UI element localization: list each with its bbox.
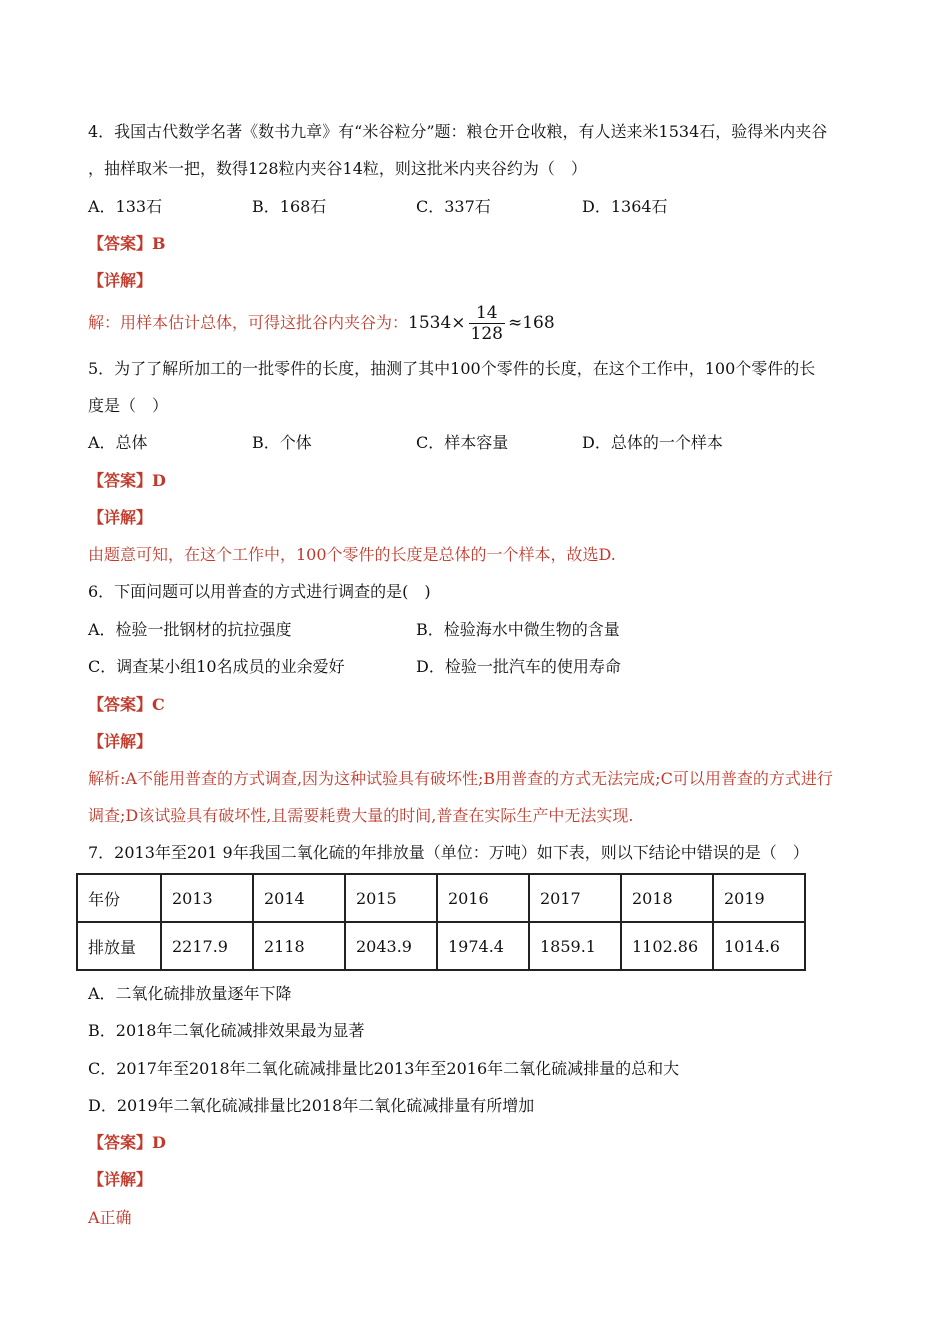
- q6-answer-value: C: [152, 695, 165, 714]
- q6-answer-label: 【答案】: [88, 695, 153, 714]
- q5-answer: [88, 471, 166, 491]
- q7-option-c: C．2017年至2018年二氧化硫减排量比2013年至2016年二氧化硫减排量的总和大: [88, 1059, 680, 1078]
- table-cell: 1859.1: [529, 922, 621, 970]
- q6-solution-line1: 解析:A不能用普查的方式调查,因为这种试验具有破坏性;B用普查的方式无法完成;C可以用普查的方式进行: [88, 769, 833, 788]
- q6-solution-line2: 调查;D该试验具有破坏性,且需要耗费大量的时间,普查在实际生产中无法实现.: [88, 806, 634, 825]
- table-cell: 2217.9: [161, 922, 253, 970]
- q4-fraction-denominator: 128: [470, 324, 503, 344]
- q4-option-a: A．133石: [88, 197, 163, 216]
- q7-option-d: D．2019年二氧化硫减排量比2018年二氧化硫减排量有所增加: [88, 1096, 535, 1115]
- q4-option-b: B．168石: [252, 197, 327, 216]
- emission-table: [76, 873, 806, 971]
- table-cell: 2017: [529, 874, 621, 922]
- q5-answer-label: 【答案】: [88, 471, 153, 490]
- q5-stem-line1: 5．为了了解所加工的一批零件的长度，抽测了其中100个零件的长度，在这个工作中，100个零件的长: [88, 359, 816, 378]
- q4-answer-label: 【答案】: [88, 234, 153, 253]
- q7-answer-label: 【答案】: [88, 1133, 153, 1152]
- q6-option-c: C．调查某小组10名成员的业余爱好: [88, 657, 345, 676]
- table-cell: 2018: [621, 874, 713, 922]
- q7-option-a: A．二氧化硫排放量逐年下降: [88, 984, 292, 1003]
- q4-formula: [408, 303, 555, 344]
- q4-answer-value: B: [152, 234, 166, 253]
- table-row: [77, 874, 805, 922]
- q5-option-a: A．总体: [88, 433, 148, 452]
- q7-answer-value: D: [152, 1133, 166, 1152]
- q4-detail-label: 【详解】: [88, 271, 153, 290]
- q6-option-a: A．检验一批钢材的抗拉强度: [88, 620, 292, 639]
- q5-option-c: C．样本容量: [416, 433, 509, 452]
- table-cell: 1974.4: [437, 922, 529, 970]
- table-cell: 1102.86: [621, 922, 713, 970]
- q4-option-d: D．1364石: [582, 197, 668, 216]
- table-cell: 2019: [713, 874, 805, 922]
- q4-solution-text: 解：用样本估计总体，可得这批谷内夹谷为：: [88, 313, 409, 332]
- q7-answer: [88, 1133, 166, 1153]
- q4-formula-right: ≈168: [507, 313, 555, 333]
- q4-stem-line1: 4．我国古代数学名著《数书九章》有“米谷粒分”题：粮仓开仓收粮，有人送来米1534石，验得米内夹谷: [88, 122, 828, 141]
- q4-solution: [88, 303, 555, 344]
- q7-option-b: B．2018年二氧化硫减排效果最为显著: [88, 1021, 365, 1040]
- q6-stem: 6．下面问题可以用普查的方式进行调查的是( ): [88, 582, 431, 601]
- table-cell: 年份: [77, 874, 161, 922]
- q4-fraction-numerator: 14: [469, 303, 505, 324]
- q5-stem-line2: 度是（ ）: [88, 396, 169, 415]
- q7-stem: 7．2013年至201 9年我国二氧化硫的年排放量（单位：万吨）如下表，则以下结论中错误的是（ ）: [88, 843, 809, 862]
- q4-formula-left: 1534×: [408, 313, 466, 333]
- q6-option-b: B．检验海水中微生物的含量: [416, 620, 620, 639]
- table-cell: 1014.6: [713, 922, 805, 970]
- q4-option-c: C．337石: [416, 197, 491, 216]
- q6-detail-label: 【详解】: [88, 732, 153, 751]
- table-cell: 2016: [437, 874, 529, 922]
- q5-solution: 由题意可知，在这个工作中，100个零件的长度是总体的一个样本，故选D.: [88, 545, 616, 564]
- table-cell: 2013: [161, 874, 253, 922]
- table-cell: 2118: [253, 922, 345, 970]
- q6-option-d: D．检验一批汽车的使用寿命: [416, 657, 621, 676]
- q4-answer: [88, 234, 166, 254]
- q7-detail-label: 【详解】: [88, 1170, 153, 1189]
- q5-option-b: B．个体: [252, 433, 312, 452]
- table-cell: 2043.9: [345, 922, 437, 970]
- q5-answer-value: D: [152, 471, 166, 490]
- q5-detail-label: 【详解】: [88, 508, 153, 527]
- table-row: [77, 922, 805, 970]
- q5-option-d: D．总体的一个样本: [582, 433, 723, 452]
- q4-stem-line2: ，抽样取米一把，数得128粒内夹谷14粒，则这批米内夹谷约为（ ）: [88, 159, 587, 178]
- q4-fraction: [469, 303, 505, 344]
- q6-answer: [88, 695, 165, 715]
- q7-solution: A正确: [88, 1208, 132, 1227]
- table-cell: 2014: [253, 874, 345, 922]
- table-cell: 2015: [345, 874, 437, 922]
- table-cell: 排放量: [77, 922, 161, 970]
